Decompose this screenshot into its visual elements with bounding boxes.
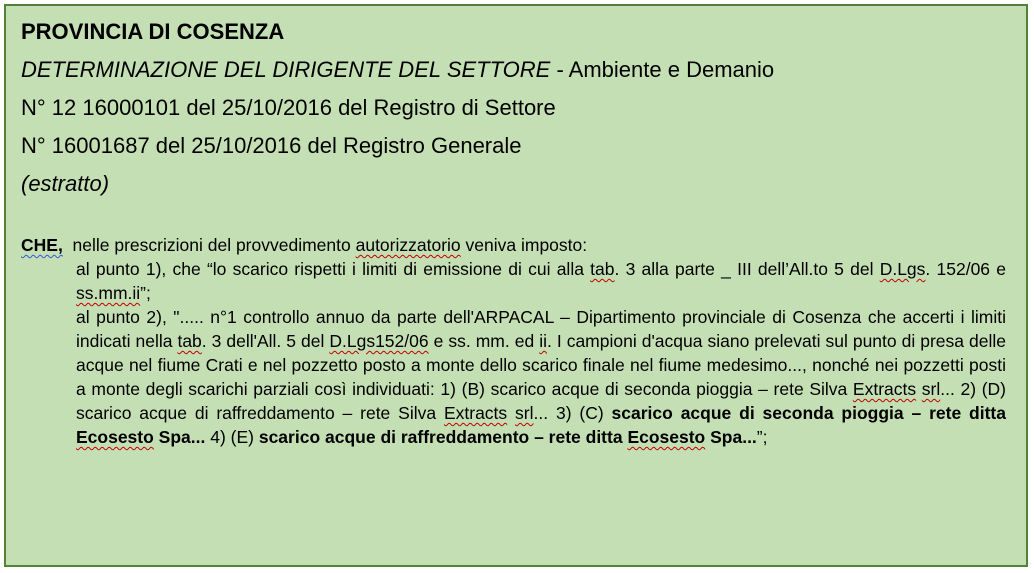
p2-bold: scarico acque di seconda pioggia – rete ditta [611, 403, 1006, 423]
determination-sector: - Ambiente e Demanio [550, 57, 775, 82]
registro-settore: N° 12 16000101 del 25/10/2016 del Registro di Settore [21, 95, 556, 120]
point-1-paragraph [21, 257, 1006, 305]
intro-text: nelle prescrizioni del provvedimento [62, 235, 356, 255]
p2-word: srl [921, 379, 941, 399]
p1-word: tab [590, 259, 615, 279]
p2-text: . 3 dell'All. 5 del [201, 331, 330, 351]
p1-text: ”; [140, 283, 151, 303]
p2-word: Extracts [852, 379, 917, 399]
p2-text: ... 2) (D) scarico acque di raffreddamento – rete Silva [76, 379, 1006, 423]
registro-generale: N° 16001687 del 25/10/2016 del Registro Generale [21, 133, 522, 158]
p1-word: ss.mm.ii [76, 283, 141, 303]
determination-line [21, 55, 774, 85]
p2-word: tab [177, 331, 202, 351]
p2-bold: Spa... [153, 427, 206, 447]
extract-note: (estratto) [21, 171, 110, 196]
p1-text: . 3 alla parte _ III dell’All.to 5 del [614, 259, 880, 279]
p2-text: e ss. mm. ed [428, 331, 540, 351]
p2-text: ... 3) (C) [533, 403, 612, 423]
point-2-paragraph [21, 305, 1006, 449]
intro-line [21, 233, 1006, 257]
p2-bold: scarico acque di raffreddamento – rete ditta [258, 427, 628, 447]
p1-text: al punto 1), che “lo scarico rispetti i limiti di emissione di cui alla [76, 259, 591, 279]
p2-text: . I campioni d'acqua siano prelevati sul punto di presa delle acque nel fiume Crati e nel pozzetto posto a monte dello scarico finale nel fiume medesimo..., nonché nei pozzetti posti a monte degli scarichi parziali così individuati: 1) (B) scarico acque di seconda pioggia – rete Silva [76, 331, 1006, 399]
p2-bold-word: Ecosesto [627, 427, 706, 447]
determination-title: DETERMINAZIONE DEL DIRIGENTE DEL SETTORE [21, 57, 551, 82]
p1-word: D.Lgs [879, 259, 926, 279]
p2-word: ii [539, 331, 547, 351]
p2-word: D.Lgs152/06 [329, 331, 429, 351]
p2-bold-word: Ecosesto [76, 427, 154, 447]
che-keyword: CHE, [21, 235, 63, 255]
p2-text: al punto 2), "..... n°1 controllo annuo da parte dell'ARPACAL – Dipartimento provinciale di Cosenza che accerti i limiti indicati nella [76, 307, 1006, 351]
p2-text: ”; [756, 427, 768, 447]
p2-text: 4) (E) [205, 427, 259, 447]
p2-bold: Spa... [705, 427, 757, 447]
p2-word: Extracts [443, 403, 508, 423]
extract-box [4, 4, 1028, 567]
p1-text: . 152/06 e [925, 259, 1006, 279]
p2-word: srl [515, 403, 534, 423]
p2-text [507, 403, 515, 423]
province-title: PROVINCIA DI COSENZA [21, 19, 285, 44]
intro-word: autorizzatorio [355, 235, 461, 255]
intro-text-end: veniva imposto: [460, 235, 588, 255]
text-body [21, 233, 1006, 449]
